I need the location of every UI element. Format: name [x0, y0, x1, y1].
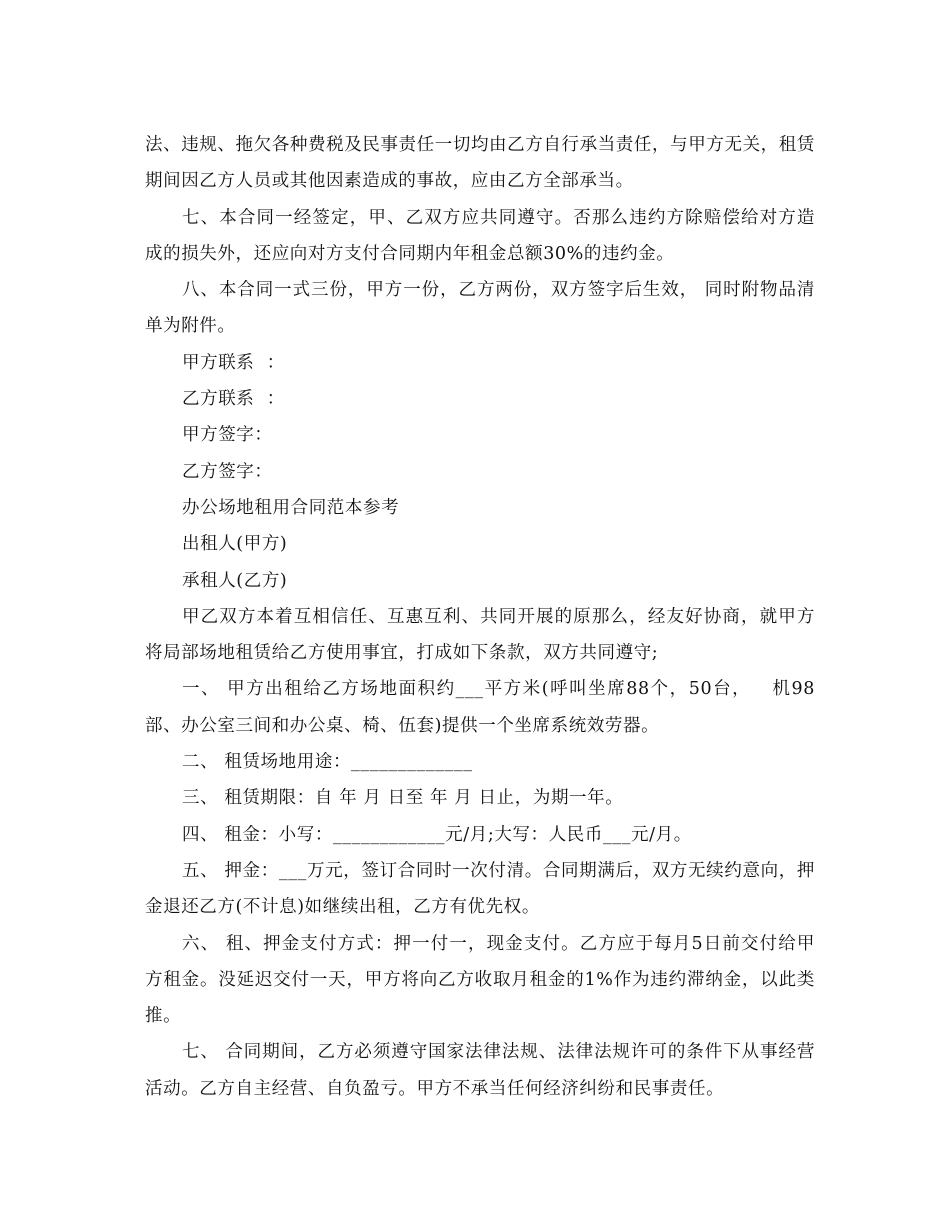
party-b-signature: 乙方签字： [182, 461, 273, 482]
paragraph-clause-2-usage: 二、 租赁场地用途：_____________ [182, 752, 473, 773]
paragraph-clause-5-deposit: 五、 押金：___万元，签订合同时一次付清。合同期满后，双方无续约意向，押金退还乙方(不计息)如继续出租，乙方有优先权。 [145, 860, 815, 918]
lessor-label: 出租人(甲方) [182, 534, 288, 555]
paragraph-clause-3-term: 三、 租赁期限：自 年 月 日至 年 月 日止，为期一年。 [182, 788, 624, 809]
paragraph-liability-continued: 法、违规、拖欠各种费税及民事责任一切均由乙方自行承当责任，与甲方无关，租赁期间因乙方人员或其他因素造成的事故，应由乙方全部承当。 [145, 135, 815, 192]
paragraph-clause-6-payment: 六、 租、押金支付方式：押一付一，现金支付。乙方应于每月5日前交付给甲方租金。没延迟交付一天，甲方将向乙方收取月租金的1%作为违约滞纳金，以此类推。 [145, 933, 815, 1027]
paragraph-preamble: 甲乙双方本着互相信任、互惠互利、共同开展的原那么，经友好协商，就甲方将局部场地租赁给乙方使用事宜，打成如下条款，双方共同遵守; [145, 606, 815, 664]
party-b-contact: 乙方联系 ： [182, 389, 285, 410]
paragraph-clause-7-penalty: 七、本合同一经签定，甲、乙双方应共同遵守。否那么违约方除赔偿给对方造成的损失外，还应向对方支付合同期内年租金总额30%的违约金。 [145, 207, 815, 264]
paragraph-clause-8-copies: 八、本合同一式三份，甲方一份，乙方两份，双方签字后生效， 同时附物品清单为附件。 [145, 280, 815, 337]
paragraph-clause-7-compliance: 七、 合同期间，乙方必须遵守国家法律法规、法律法规许可的条件下从事经营活动。乙方自主经营、自负盈亏。甲方不承当任何经济纠纷和民事责任。 [145, 1042, 815, 1099]
paragraph-clause-4-rent: 四、 租金：小写：____________元/月;大写：人民币___元/月。 [182, 824, 692, 845]
paragraph-clause-1-area: 一、 甲方出租给乙方场地面积约___平方米(呼叫坐席88个，50台， 机98部、办公室三间和办公桌、椅、伍套)提供一个坐席系统效劳器。 [145, 679, 815, 736]
contract-title: 办公场地租用合同范本参考 [182, 497, 400, 518]
lessee-label: 承租人(乙方) [182, 570, 288, 591]
party-a-contact: 甲方联系 ： [182, 352, 285, 373]
document-body [145, 127, 815, 1107]
party-a-signature: 甲方签字： [182, 425, 273, 446]
